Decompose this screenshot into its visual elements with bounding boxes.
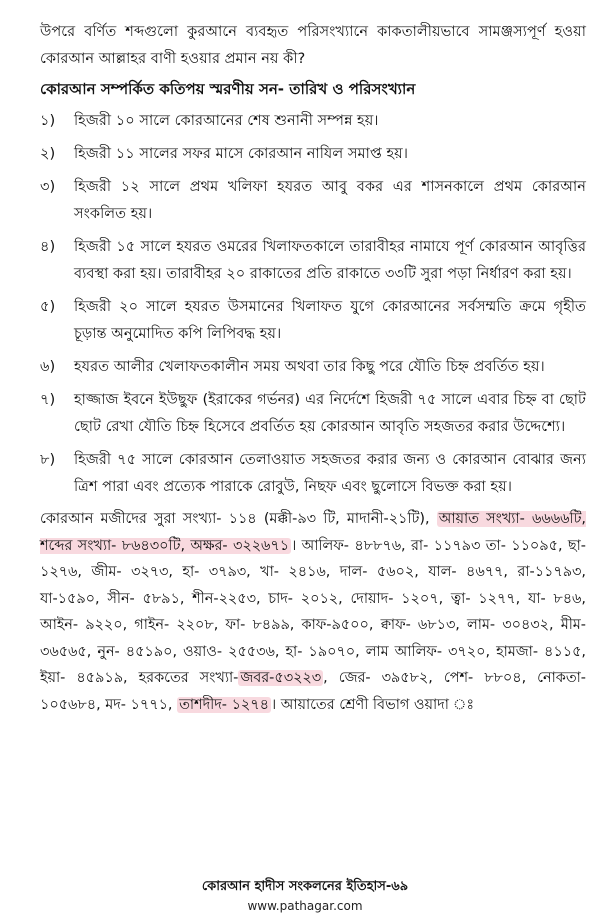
list-item <box>40 446 586 500</box>
list-item-number: ৮) <box>40 451 56 468</box>
list-item <box>40 233 586 287</box>
highlight-jabar-count: জবর-৫৩২২৩ <box>240 670 322 686</box>
website-watermark: www.pathagar.com <box>247 899 363 913</box>
stats-text-letters: । আলিফ- ৪৮৮৭৬, রা- ১১৭৯৩ তা- ১১০৯৫, ছা- ১২৭৬, জীম- ৩২৭৩, হা- ৩৭৯৩, খা- ২৪১৬, দাল- ৫৬০২, যাল- ৪৬৭৭, রা-১১৭৯৩, যা-১৫৯০, সীন- ৫৮৯১, শীন-২২৫৩, চাদ- ২০১২, দোয়াদ- ১২০৭, ত্বা- ১২৭৭, যা- ৮৪৬, আইন- ৯২২০, গাইন- ২২০৮, ফা- ৮৪৯৯, কাফ-৯৫০০, ক্বাফ- ৬৮১৩, লাম- ৩০৪৩২, মীম- ৩৬৫৬৫, নুন- ৪৫১৯০, ওয়াও- ২৫৫৩৬, হা- ১৯০৭০, লাম আলিফ- ৩৭২০, হামজা- ৪১১৫, ইয়া- ৪৫৯১৯, হরকতের সংখ্যা- <box>40 537 586 686</box>
list-item <box>40 107 586 134</box>
highlight-tashdid-count: তাশদীদ- ১২৭৪ <box>179 696 269 713</box>
list-item-number: ৫) <box>40 298 56 315</box>
section-heading: কোরআন সম্পর্কিত কতিপয় স্মরণীয় সন- তারিখ ও পরিসংখ্যান <box>40 80 416 98</box>
stats-text-surah: কোরআন মজীদের সুরা সংখ্যা- ১১৪ (মক্কী-৯৩ টি, মাদানী-২১টি), <box>40 511 437 527</box>
list-item-number: ৪) <box>40 238 56 255</box>
stats-text-harakat: , জের- ৩৯৫৮২, পেশ- ৮৮০৪, নোকতা- ১০৫৬৮৪, মদ- ১৭৭১, <box>40 670 587 713</box>
list-item <box>40 386 586 440</box>
list-item-number: ১) <box>40 112 56 129</box>
page-footer-title: কোরআন হাদীস সংকলনের ইতিহাস-৬৯ <box>201 879 409 894</box>
list-item-number: ৭) <box>40 391 56 408</box>
list-item <box>40 353 586 380</box>
list-item-text: হিজরী ১৫ সালে হযরত ওমরের খিলাফতকালে তারাবীহর নামাযে পূর্ণ কোরআন আবৃত্তির ব্যবস্থা করা হয়। তারাবীহর ২০ রাকাতের প্রতি রাকাতে ৩৩টি সুরা পড়া নির্ধারণ করা হয়। <box>74 238 586 282</box>
list-item-number: ৬) <box>40 358 56 375</box>
intro-paragraph: উপরে বর্ণিত শব্দগুলো কুরআনে ব্যবহৃত পরিসংখ্যানে কাকতালীয়ভাবে সামঞ্জস্যপূর্ণ হওয়া কোরআন আল্লাহর বাণী হওয়ার প্রমান নয় কী? <box>40 23 586 67</box>
list-item-text: হাজ্জাজ ইবনে ইউছুফ (ইরাকের গর্ভনর) এর নির্দেশে হিজরী ৭৫ সালে এবার চিহ্ন বা ছোট ছোট রেখা যৌতি চিহ্ন হিসেবে প্রবর্তিত হয় কোরআন আবৃতি সহজতর করার উদ্দেশ্যে। <box>74 391 586 435</box>
list-item-text: হিজরী ৭৫ সালে কোরআন তেলাওয়াত সহজতর করার জন্য ও কোরআন বোঝার জন্য ত্রিশ পারা এবং প্রত্যেক পারাকে রোবুউ, নিছফ এবং ছুলোসে বিভক্ত করা হয়। <box>74 451 586 495</box>
list-item-number: ২) <box>40 145 56 162</box>
list-item-text: হিজরী ১২ সালে প্রথম খলিফা হযরত আবু বকর এর শাসনকালে প্রথম কোরআন সংকলিত হয়। <box>74 178 586 222</box>
stats-text-end: । আয়াতের শ্রেণী বিভাগ ওয়াদা ঃ <box>270 696 475 713</box>
history-list <box>40 107 586 500</box>
list-item <box>40 293 586 347</box>
statistics-paragraph <box>40 506 586 718</box>
list-item-text: হযরত আলীর খেলাফতকালীন সময় অথবা তার কিছু পরে যৌতি চিহ্ন প্রবর্তিত হয়। <box>74 358 545 375</box>
list-item <box>40 173 586 227</box>
list-item-text: হিজরী ১১ সালের সফর মাসে কোরআন নাযিল সমাপ্ত হয়। <box>74 145 408 162</box>
list-item <box>40 140 586 167</box>
list-item-text: হিজরী ১০ সালে কোরআনের শেষ শুনানী সম্পন্ন হয়। <box>74 112 379 129</box>
list-item-text: হিজরী ২০ সালে হযরত উসমানের খিলাফত যুগে কোরআনের সর্বসম্মতি ক্রমে গৃহীত চূড়ান্ত অনুমোদিত কপি লিপিবদ্ধ হয়। <box>74 298 586 342</box>
list-item-number: ৩) <box>40 178 56 195</box>
highlight-ayat-count: আয়াত সংখ্যা- ৬৬৬৬টি, শব্দের সংখ্যা- ৮৬৪৩০টি, অক্ষর- ৩২২৬৭১ <box>40 511 586 554</box>
